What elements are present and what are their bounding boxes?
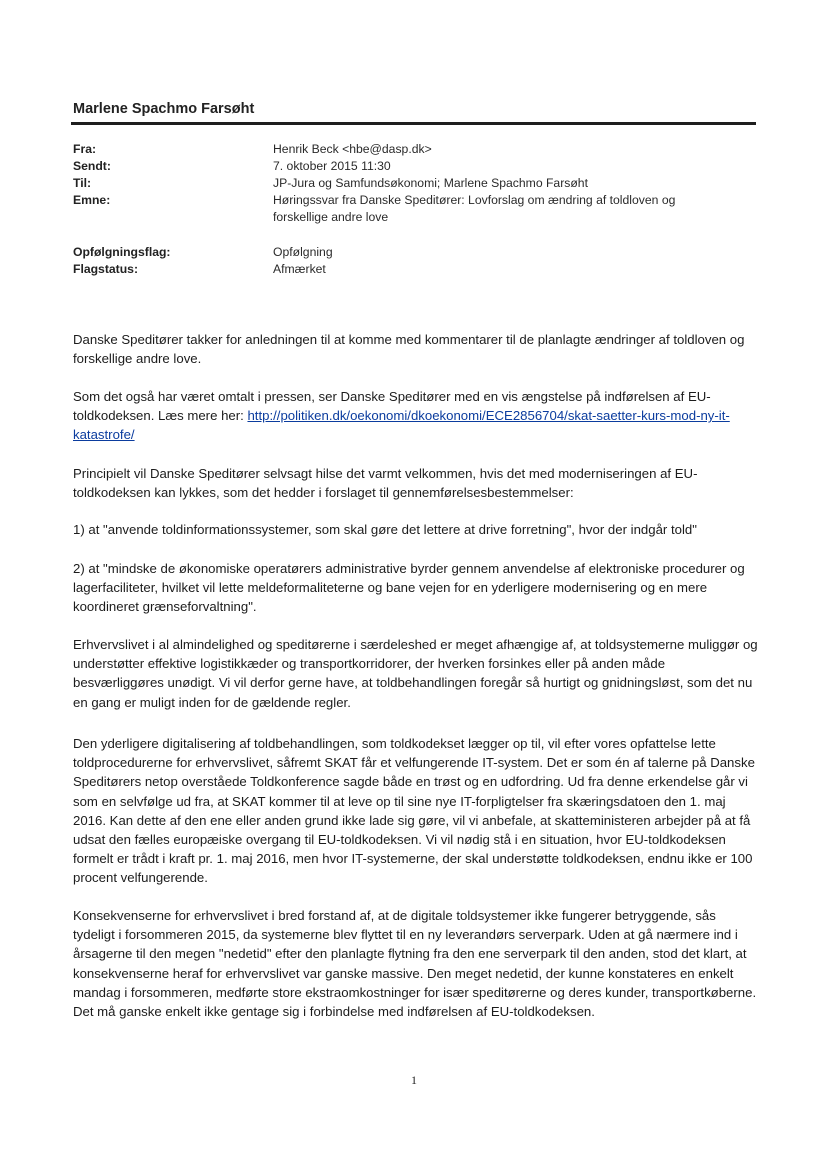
flag-status-value: Afmærket: [273, 262, 326, 276]
to-label: Til:: [73, 176, 92, 190]
from-label: Fra:: [73, 142, 97, 156]
paragraph-2-text: Som det også har været omtalt i pressen, ser Danske Speditører med en vis ængstelse på indførelsen af EU-toldkodeksen. Læs mere her:: [73, 389, 711, 424]
page-number: 1: [411, 1073, 417, 1087]
subject-label: Emne:: [73, 193, 111, 207]
body-paragraph-5: Erhvervslivet i al almindelighed og speditørerne i særdeleshed er meget afhængige af, at toldsystemerne muliggør og understøtter effektive logistikkæder og transportkorridorer, der hverken forsinkes eller på anden måde besværliggøres unødigt. Vi vil derfor gerne have, at toldbehandlingen foregår så hurtigt og gnidningsløst, som det nu en gang er muligt inden for de gældende regler.: [73, 637, 758, 710]
list-item-1: 1) at "anvende toldinformationssystemer, som skal gøre det lettere at drive forretning", hvor der indgår told": [73, 522, 697, 537]
body-paragraph-7: Konsekvenserne for erhvervslivet i bred forstand af, at de digitale toldsystemer ikke fungerer betryggende, sås tydeligt i forsommeren 2015, da systemerne blev flyttet til en ny leverandørs serverpark. Uden at gå nærmere ind i årsagerne til den megen "nedetid" efter den planlagte flytning fra den ene serverpark til den anden, stod det klart, at konsekvenserne heraf for erhvervslivet var ganske massive. Den meget nedetid, der kunne konstateres en enkelt mandag i forsommeren, medførte store ekstraomkostninger for især speditørerne og deres kunder, transportkøberne. Det må ganske enkelt ikke gentage sig i forbindelse med indførelsen af EU-toldkodeksen.: [73, 908, 757, 1020]
to-value: JP-Jura og Samfundsøkonomi; Marlene Spachmo Farsøht: [273, 176, 588, 190]
sent-label: Sendt:: [73, 159, 111, 173]
sent-value: 7. oktober 2015 11:30: [273, 159, 391, 173]
from-value: Henrik Beck <hbe@dasp.dk>: [273, 142, 432, 156]
followup-flag-value: Opfølgning: [273, 245, 333, 259]
sender-heading: Marlene Spachmo Farsøht: [73, 101, 255, 117]
header-rule: [71, 122, 756, 125]
followup-flag-label: Opfølgningsflag:: [73, 245, 171, 259]
politiken-article-link[interactable]: http://politiken.dk/oekonomi/dkoekonomi/ECE2856704/skat-saetter-kurs-mod-ny-it-katastrofe/: [73, 408, 730, 443]
body-paragraph-2: [73, 387, 758, 445]
body-paragraph-6: Den yderligere digitalisering af toldbehandlingen, som toldkodekset lægger op til, vil efter vores opfattelse lette toldprocedurerne for erhvervslivet, såfremt SKAT får et velfungerende IT-system. Det er som én af talerne på Danske Speditørers netop overståede Toldkonference sagde både en trøst og en udfordring. Ud fra denne erkendelse går vi som en selvfølge ud fra, at SKAT kommer til at leve op til sine nye IT-forpligtelser fra skæringsdatoen den 1. maj 2016. Kan dette af den ene eller anden grund ikke lade sig gøre, vil vi anbefale, at skatteministeren arbejder på at få udsat den fælles europæiske overgang til EU-toldkodeksen. Vi vil nødig stå i en situation, hvor EU-toldkodeksen formelt er trådt i kraft pr. 1. maj 2016, men hvor IT-systemerne, der skal understøtte toldkodeksen, endnu ikke er 100 procent velfungerende.: [73, 736, 755, 886]
list-item-2: 2) at "mindske de økonomiske operatørers administrative byrder gennem anvendelse af elektroniske procedurer og lagerfaciliteter, hvilket vil lette meldeformaliteterne og bane vejen for en yderligere modernisering og en mere koordineret grænseforvaltning".: [73, 561, 745, 615]
body-paragraph-3: Principielt vil Danske Speditører selvsagt hilse det varmt velkommen, hvis det med moderniseringen af EU-toldkodeksen kan lykkes, som det hedder i forslaget til gennemførelsesbestemmelser:: [73, 466, 698, 501]
body-paragraph-1: Danske Speditører takker for anledningen til at komme med kommentarer til de planlagte ændringer af toldloven og forskellige andre love.: [73, 332, 745, 367]
flag-status-label: Flagstatus:: [73, 262, 139, 276]
subject-value: Høringssvar fra Danske Speditører: Lovforslag om ændring af toldloven og forskellige andre love: [273, 193, 676, 224]
